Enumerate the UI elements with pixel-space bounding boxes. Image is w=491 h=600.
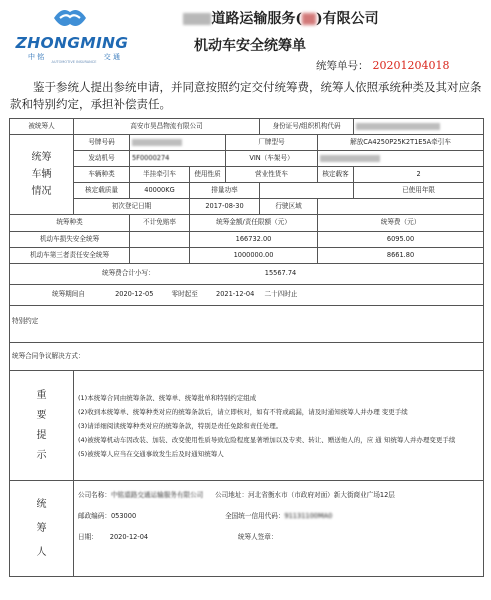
coverage-row-amount: 1000000.00 <box>190 248 318 264</box>
id-value <box>354 119 484 135</box>
intro-paragraph: 鉴于参统人提出参统申请，并同意按照约定交付统筹费，统筹人依照承统种类及其对应条款和特别约定，承担补偿责任。 <box>10 80 482 111</box>
years-label: 已使用年限 <box>354 183 484 199</box>
model-value: 解放CA4250P25K2T1E5A牵引车 <box>318 135 484 151</box>
seats-label: 核定载客 <box>318 167 354 183</box>
coverage-head-type: 统筹种类 <box>10 215 130 232</box>
serial-number: 统筹单号： 20201204018 <box>316 59 450 72</box>
plate-value <box>130 135 226 151</box>
use-value: 营业性货车 <box>226 167 318 183</box>
vin-value <box>318 151 484 167</box>
id-label: 身份证号/组织机构代码 <box>260 119 354 135</box>
coverage-form-table <box>9 118 484 577</box>
member-label: 被统筹人 <box>10 119 74 135</box>
special-agreement-row: 特别约定 <box>10 306 484 343</box>
member-name: 高安市昊昌物流有限公司 <box>74 119 260 135</box>
insurer-details: 公司名称：中铭道路交通运输服务有限公司 公司地址：河北省衡水市（市政府对面）新大街商业广场12层 邮政编码：053000 全国统一信用代码：91131100MA0 日期： 2020-12-04 统筹人签章： <box>74 481 484 577</box>
notice-list <box>74 371 484 481</box>
brand-name: ZHONGMING <box>15 34 129 52</box>
document-title: 机动车安全统筹单 <box>194 38 306 54</box>
load-value: 40000KG <box>130 183 190 199</box>
engine-value: 5F0000274 <box>130 151 226 167</box>
model-label: 厂牌型号 <box>226 135 318 151</box>
reg-date-value: 2017-08-30 <box>190 199 260 215</box>
dispute-row: 统筹合同争议解决方式： <box>10 343 484 371</box>
coverage-head-deductible: 不计免赔率 <box>130 215 190 232</box>
company-name: 道路运输服务( )有限公司 <box>116 8 446 28</box>
coverage-head-amount: 统筹金额/责任限额（元） <box>190 215 318 232</box>
curb-value <box>260 183 354 199</box>
engine-label: 发动机号 <box>74 151 130 167</box>
load-label: 核定载质量 <box>74 183 130 199</box>
redacted-text <box>320 155 380 162</box>
insurer-label: 统筹人 <box>10 481 74 577</box>
redacted-text <box>356 123 440 130</box>
coverage-row-fee: 6095.00 <box>318 232 484 248</box>
vin-label: VIN（车架号） <box>226 151 318 167</box>
total-row: 统筹费合计小写： 15567.74 <box>10 264 484 285</box>
curb-label: 排量功率 <box>190 183 260 199</box>
handshake-logo-icon <box>52 4 88 34</box>
brand-tagline: AUTOMOTIVE INSURANCE <box>51 60 97 64</box>
notice-item: (4)被统筹机动车因改装、加装、改变使用性质导致危险程度显著增加以及专卖、转让、赠送他人的，应 通 知统筹人并办理变更手续 <box>78 435 456 444</box>
notice-item: (1)本统筹合同由统筹条款、统筹单、统筹批单和特别约定组成 <box>78 393 257 402</box>
brand-subtitle: 中 铭 交 通 <box>28 53 120 61</box>
vehicle-section-label: 统筹车辆情况 <box>10 135 74 215</box>
coverage-row-fee: 8661.80 <box>318 248 484 264</box>
area-value <box>318 199 484 215</box>
use-label: 使用性质 <box>190 167 226 183</box>
notice-item: (5)被统筹人应当在交通事故发生后及时通知统筹人 <box>78 449 224 458</box>
vehicle-type-label: 车辆种类 <box>74 167 130 183</box>
seats-value: 2 <box>354 167 484 183</box>
area-label: 行驶区域 <box>260 199 318 215</box>
coverage-row-name: 机动车第三者责任安全统筹 <box>10 248 130 264</box>
notice-item: (2)收到本统筹单、统筹种类对应的统筹条款后，请立即核对，如有不符或疏漏，请及时通知统筹人并办理 变更手续 <box>78 407 408 416</box>
redacted-text <box>302 13 316 25</box>
coverage-row-amount: 166732.00 <box>190 232 318 248</box>
notice-label: 重要提示 <box>10 371 74 481</box>
coverage-head-fee: 统筹费（元） <box>318 215 484 232</box>
coverage-row-name: 机动车损失安全统筹 <box>10 232 130 248</box>
company-logo <box>14 4 130 66</box>
reg-date-label: 初次登记日期 <box>74 199 190 215</box>
plate-label: 号牌号码 <box>74 135 130 151</box>
redacted-text <box>183 13 211 25</box>
period-row: 统筹期间自 2020-12-05 零时起至 2021-12-04 二十四时止 <box>10 285 484 306</box>
notice-item: (3)请详细阅读统筹种类对应的统筹条款，特别是责任免除和责任处理。 <box>78 421 283 430</box>
vehicle-type-value: 半挂牵引车 <box>130 167 190 183</box>
redacted-text <box>132 139 182 146</box>
